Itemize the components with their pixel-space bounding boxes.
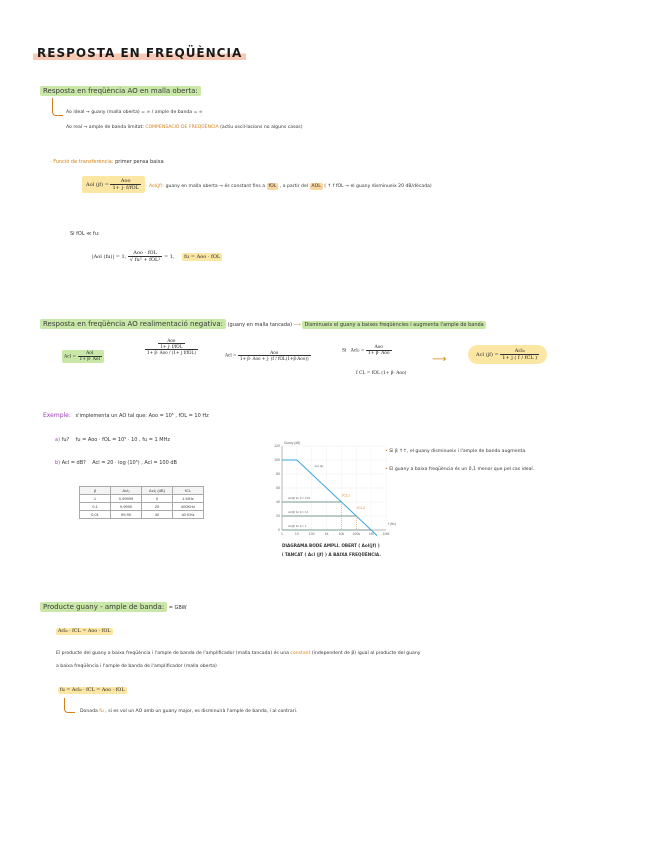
bullet-icon: · <box>50 159 52 165</box>
note-fu: fu <box>99 709 104 714</box>
bracket-decoration-2 <box>64 698 75 713</box>
curve-label-b1: Acl(jf) for β = 1 <box>287 524 307 529</box>
bode-caption-2: i TANCAT ( Acl (jf) ) A BAIXA FREQÜÈNCIA. <box>282 552 381 557</box>
observation-1: • Si β ↑↑, el guany disminueix i l'ample de banda augmenta. <box>385 449 527 454</box>
example-label: Exemple: <box>43 412 71 419</box>
real-prefix: Ao real → ample de banda limitat: <box>66 125 144 130</box>
para1-paren: (independent de β) <box>311 651 357 656</box>
transfer-function-line <box>50 159 164 165</box>
real-line <box>66 125 302 130</box>
aol-note-text: guany en malla oberta → és constant fins a <box>165 184 266 189</box>
gbw-note <box>80 709 297 714</box>
f3-den: 1+ β· Aoo + j· (f / fOL(1+β·Aoo)) <box>239 356 309 361</box>
x-tick-label: 1k <box>324 532 329 536</box>
formula-numerator: Aoo <box>110 178 141 185</box>
para1-tail: igual al producte del guany <box>357 651 421 656</box>
real-highlight: COMPENSACIÓ DE FREQÜÈNCIA <box>145 125 219 130</box>
y-tick-label: 40 <box>276 500 280 505</box>
table-cell: 40 KHz <box>173 511 204 519</box>
table-body <box>80 495 204 519</box>
real-suffix: (actiu oscil·lacions no alguns casos) <box>220 125 303 130</box>
y-tick-label: 0 <box>278 528 280 533</box>
y-tick-label: 20 <box>276 514 280 519</box>
table-row <box>80 511 204 519</box>
x-tick-label: 10M <box>382 532 390 536</box>
example-b <box>55 460 177 466</box>
y-tick-label: 60 <box>276 486 280 491</box>
f3-num: Aoo <box>238 350 311 356</box>
table-header-cell: Acl₀ (dB) <box>142 487 173 495</box>
formula-fraction <box>110 178 141 191</box>
unity-result: fu = Aoo · fOL <box>184 254 221 260</box>
right-arrow-icon: ⟶ <box>293 322 301 328</box>
aol-note-aol: AOL <box>311 184 321 189</box>
note-prefix: Donada <box>80 709 98 714</box>
b-label: b) <box>55 460 61 466</box>
f1-num: Aol <box>78 351 102 357</box>
table-cell: 20 <box>142 503 173 511</box>
formula-denominator: 1+ j· f/fOL <box>112 185 139 191</box>
aol-note-prefix: Aol(jf): <box>148 184 165 189</box>
gain-table <box>79 486 204 519</box>
curve-label-open: Aol (jf) <box>314 464 324 468</box>
x-tick-label: 1M <box>368 532 374 536</box>
example-given: Aoo = 10⁵ , fOL = 10 Hz <box>148 413 209 419</box>
section-heading-feedback: Resposta en freqüència AO realimentació negativa: <box>40 319 226 329</box>
s1-den: 1+ β· Aoo <box>367 351 390 356</box>
page-title: RESPOSTA EN FREQÜÈNCIA <box>33 46 246 60</box>
table-cell: 40 <box>142 511 173 519</box>
unity-lhs: |Aol (fu)| = 1, <box>92 254 127 260</box>
open-loop-formula <box>82 176 145 193</box>
y-tick-label: 80 <box>276 472 280 477</box>
table-cell: 0 <box>142 495 173 503</box>
result-num: Acl₀ <box>500 348 539 355</box>
f2-den: 1+ β· Aoo / (1+ j f/fOL) <box>147 350 196 355</box>
result-den: 1+ j ( f / fCL ) <box>502 355 538 361</box>
fcl-annotation-2: fCL2 <box>357 506 365 510</box>
note-rest: , si es vol un AO amb un guany major, es disminuirà l'ample de banda, i al contrari. <box>105 709 298 714</box>
gbw-equation-2: fu = Acl₀ · fCL = Aoo · fOL <box>60 688 125 693</box>
table-row <box>80 503 204 511</box>
bode-diagram <box>268 434 398 540</box>
formula-lhs: Aol (jf) = <box>86 182 109 188</box>
unity-denominator: √ fu² + fOL² <box>129 257 161 263</box>
table-row <box>80 495 204 503</box>
section2-arrow-text: Disminueix el guany a baixes freqüències i augmenta l'ample de banda <box>304 322 484 328</box>
x-tick-label: 100 <box>308 532 315 536</box>
unity-mid: = 1, <box>163 254 175 260</box>
result-lhs: Acl (jf) = <box>476 352 499 358</box>
curve-label-b001: Acl(jf) for β = 0,01 <box>287 496 311 501</box>
long-right-arrow-icon: ⟶ <box>432 354 447 365</box>
unity-numerator: Aoo · fOL <box>128 250 163 257</box>
table-cell: 0,01 <box>80 511 111 519</box>
f1-lhs: Acl = <box>64 354 77 360</box>
x-tick-label: 100k <box>352 532 361 536</box>
condition-line: Si fOL ≪ fu: <box>70 231 100 237</box>
s1-lhs: Acl₀ = <box>350 348 365 354</box>
substitution-block <box>342 345 392 356</box>
a-question: fu? <box>61 437 70 443</box>
aol-note: · Aol(jf): guany en malla oberta → és constant fins a fOL , a partir del AOL ( ↑ f fOL → el guany disminueix 20 dB/dècada) <box>146 184 432 189</box>
para1-text: El producte del guany a baixa freqüència i l'ample de banda de l'amplificador (malla tancada) és una <box>56 651 289 656</box>
closed-loop-result-formula <box>468 345 547 364</box>
table-cell: 1 <box>80 495 111 503</box>
section3-header <box>40 603 187 611</box>
example-a <box>55 437 170 443</box>
f3-lhs: Acl = <box>225 352 237 358</box>
ideal-line: Ao ideal → guany (malla oberta) = ∞ / ample de banda = ∞ <box>66 110 203 115</box>
bracket-decoration <box>52 98 63 116</box>
table-header-cell: β <box>80 487 111 495</box>
closed-loop-formula-1 <box>62 350 104 363</box>
observation-1-text: Si β ↑↑, el guany disminueix i l'ample de banda augmenta. <box>389 449 527 454</box>
gbw-equation-1: Acl₀ · fCL = Aoo · fOL <box>58 629 111 634</box>
table-cell: 9,9990 <box>111 503 142 511</box>
table-header-cell: Acl₀ <box>111 487 142 495</box>
example-desc: s'implementa un AO tal que: <box>75 413 147 419</box>
table-cell: 99,90 <box>111 511 142 519</box>
gbw-tag: = GBW <box>168 605 187 611</box>
y-tick-label: 100 <box>274 458 280 463</box>
x-axis-label: f (Hz) <box>388 522 396 526</box>
section2-header-line <box>40 320 486 328</box>
a-label: a) <box>55 437 61 443</box>
x-tick-label: 10 <box>294 532 299 536</box>
table-cell: 0.99999 <box>111 495 142 503</box>
section-heading-open-loop: Resposta en freqüència AO en malla oberta: <box>40 86 201 96</box>
transfer-label: Funció de transferència: <box>53 159 114 165</box>
x-tick-label: 10k <box>338 532 345 536</box>
table-cell: 0,1 <box>80 503 111 511</box>
aol-note-fol: fOL <box>268 184 277 189</box>
unity-gain-formula <box>92 250 222 263</box>
observation-2-text: El guany a baixa freqüència és un 0,1 menor que pel cas ideal. <box>389 467 535 472</box>
example-line <box>40 412 209 419</box>
y-axis-label: Guany (dB) <box>284 441 301 445</box>
si-label: Si <box>342 348 347 354</box>
table-cell: 400KHz <box>173 503 204 511</box>
fcl-definition: f CL = fOL (1+ β· Aoo) <box>356 371 407 376</box>
b-answer: Acl = 20 · log (10⁵) , Acl = 100 dB <box>92 460 177 466</box>
a-answer: fu = Aoo · fOL = 10⁵ · 10 , fu = 1 MHz <box>75 437 170 443</box>
s1-num: Aoo <box>366 345 392 351</box>
table-header-cell: fCL <box>173 487 204 495</box>
curve-label-b01: Acl(jf) for β = 0,1 <box>287 510 309 515</box>
table-header-row <box>80 487 204 495</box>
f2-num-mid: 1+ j· f/fOL <box>160 344 183 349</box>
x-tick-label: 1 <box>281 532 283 536</box>
closed-loop-formula-2 <box>145 338 198 355</box>
b-question: Acl = dB? <box>61 460 86 466</box>
f2-num-top: Aoo <box>158 338 184 344</box>
observation-2: • El guany a baixa freqüència és un 0,1 menor que pel cas ideal. <box>385 467 535 472</box>
aol-note-mid: , a partir del <box>279 184 309 189</box>
fcl-annotation: fCL1 <box>342 493 351 498</box>
section-heading-gbw: Producte guany - ample de banda: <box>40 602 167 612</box>
gbw-paragraph-line-1 <box>56 651 420 656</box>
section2-paren: (guany en malla tancada) <box>227 322 293 328</box>
f1-den: 1+ β· Aol <box>79 357 100 362</box>
closed-loop-formula-3 <box>225 350 311 361</box>
para1-highlight: constant <box>290 651 311 656</box>
gbw-paragraph-line-2: a baixa freqüència i l'ample de banda de l'amplificador (malla oberta) <box>56 664 217 669</box>
aol-note-end: ( ↑ f fOL → el guany disminueix 20 dB/dècada) <box>324 184 432 189</box>
y-tick-label: 120 <box>274 444 280 449</box>
transfer-desc: primer pensa baixa <box>115 159 164 165</box>
bode-caption-1: DIAGRAMA BODE AMPLI. OBERT ( Aol(jf) ) <box>282 543 380 548</box>
table-cell: 1 MHz <box>173 495 204 503</box>
